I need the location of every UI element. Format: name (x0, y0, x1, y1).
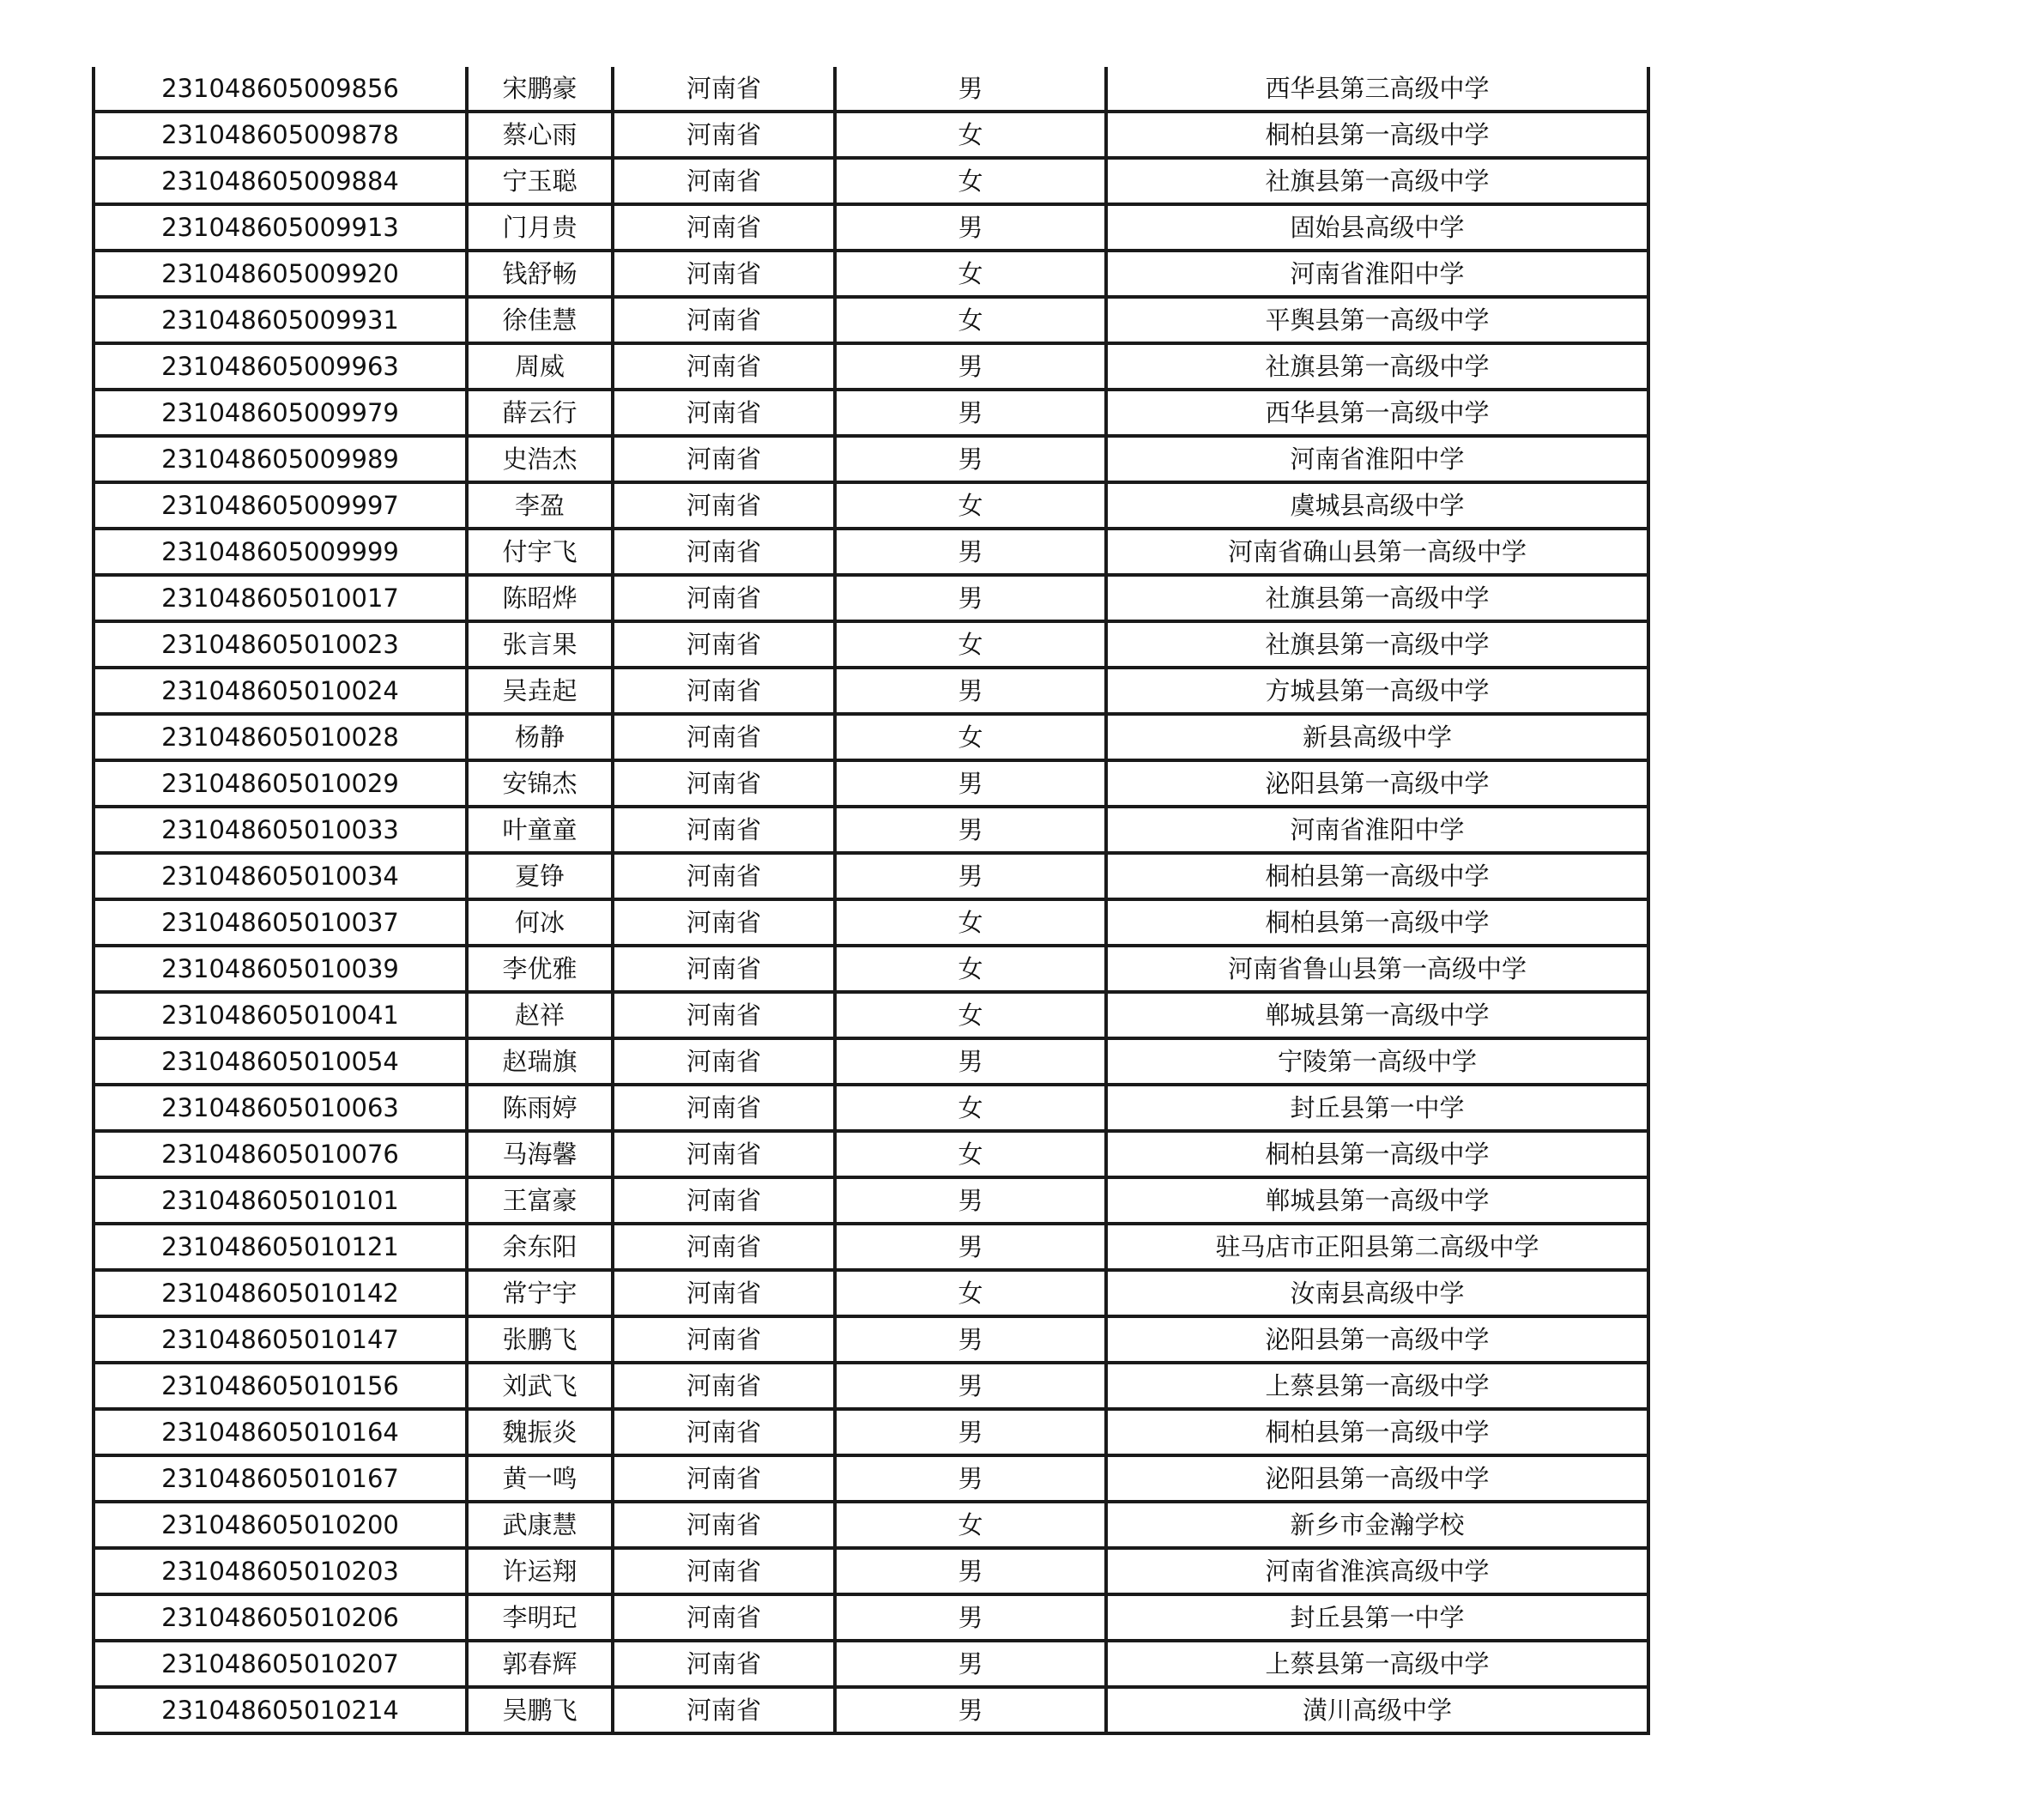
table-row (94, 853, 1648, 899)
student-name-cell: 郭春辉 (467, 1641, 613, 1687)
gender-cell: 男 (835, 436, 1106, 482)
student-id-cell: 231048605010017 (94, 575, 467, 621)
school-cell: 西华县第三高级中学 (1106, 67, 1648, 112)
student-id-cell: 231048605010034 (94, 853, 467, 899)
province-cell: 河南省 (613, 946, 835, 992)
student-name-cell: 夏铮 (467, 853, 613, 899)
gender-cell: 男 (835, 529, 1106, 575)
school-cell: 泌阳县第一高级中学 (1106, 760, 1648, 807)
table-row (94, 1455, 1648, 1502)
province-cell: 河南省 (613, 1316, 835, 1363)
province-cell: 河南省 (613, 1502, 835, 1548)
school-cell: 西华县第一高级中学 (1106, 390, 1648, 436)
gender-cell: 男 (835, 807, 1106, 853)
student-id-cell: 231048605010037 (94, 899, 467, 946)
student-id-cell: 231048605010167 (94, 1455, 467, 1502)
province-cell: 河南省 (613, 482, 835, 529)
student-name-cell: 宁玉聪 (467, 158, 613, 204)
table-row (94, 251, 1648, 297)
table-row (94, 1131, 1648, 1177)
student-name-cell: 付宇飞 (467, 529, 613, 575)
school-cell: 汝南县高级中学 (1106, 1270, 1648, 1316)
student-name-cell: 吴垚起 (467, 668, 613, 714)
gender-cell: 女 (835, 992, 1106, 1038)
gender-cell: 男 (835, 1641, 1106, 1687)
province-cell: 河南省 (613, 343, 835, 390)
gender-cell: 女 (835, 1131, 1106, 1177)
table-row (94, 204, 1648, 251)
province-cell: 河南省 (613, 1131, 835, 1177)
table-row (94, 482, 1648, 529)
student-name-cell: 张鹏飞 (467, 1316, 613, 1363)
student-name-cell: 许运翔 (467, 1548, 613, 1594)
school-cell: 固始县高级中学 (1106, 204, 1648, 251)
student-id-cell: 231048605009920 (94, 251, 467, 297)
school-cell: 泌阳县第一高级中学 (1106, 1455, 1648, 1502)
table-row (94, 1224, 1648, 1270)
table-row (94, 436, 1648, 482)
province-cell: 河南省 (613, 1038, 835, 1085)
student-name-cell: 安锦杰 (467, 760, 613, 807)
province-cell: 河南省 (613, 297, 835, 343)
student-name-cell: 刘武飞 (467, 1363, 613, 1409)
gender-cell: 女 (835, 946, 1106, 992)
province-cell: 河南省 (613, 67, 835, 112)
school-cell: 社旗县第一高级中学 (1106, 158, 1648, 204)
gender-cell: 女 (835, 297, 1106, 343)
province-cell: 河南省 (613, 1177, 835, 1224)
student-name-cell: 余东阳 (467, 1224, 613, 1270)
gender-cell: 男 (835, 1363, 1106, 1409)
table-row (94, 1409, 1648, 1455)
school-cell: 潢川高级中学 (1106, 1687, 1648, 1733)
school-cell: 桐柏县第一高级中学 (1106, 853, 1648, 899)
table-row (94, 1594, 1648, 1641)
gender-cell: 女 (835, 899, 1106, 946)
school-cell: 平舆县第一高级中学 (1106, 297, 1648, 343)
school-cell: 桐柏县第一高级中学 (1106, 899, 1648, 946)
gender-cell: 女 (835, 1085, 1106, 1131)
student-name-cell: 叶童童 (467, 807, 613, 853)
table-row (94, 1363, 1648, 1409)
province-cell: 河南省 (613, 1363, 835, 1409)
gender-cell: 女 (835, 1270, 1106, 1316)
province-cell: 河南省 (613, 992, 835, 1038)
gender-cell: 男 (835, 1548, 1106, 1594)
gender-cell: 男 (835, 1455, 1106, 1502)
student-id-cell: 231048605009997 (94, 482, 467, 529)
student-id-cell: 231048605010101 (94, 1177, 467, 1224)
province-cell: 河南省 (613, 529, 835, 575)
province-cell: 河南省 (613, 668, 835, 714)
student-name-cell: 门月贵 (467, 204, 613, 251)
table-row (94, 1316, 1648, 1363)
student-id-cell: 231048605010029 (94, 760, 467, 807)
gender-cell: 男 (835, 1687, 1106, 1733)
province-cell: 河南省 (613, 1641, 835, 1687)
student-id-cell: 231048605010041 (94, 992, 467, 1038)
table-row (94, 343, 1648, 390)
gender-cell: 男 (835, 668, 1106, 714)
student-id-cell: 231048605010063 (94, 1085, 467, 1131)
gender-cell: 女 (835, 158, 1106, 204)
student-name-cell: 杨静 (467, 714, 613, 760)
student-id-cell: 231048605010039 (94, 946, 467, 992)
province-cell: 河南省 (613, 1270, 835, 1316)
province-cell: 河南省 (613, 1687, 835, 1733)
gender-cell: 女 (835, 621, 1106, 668)
student-name-cell: 吴鹏飞 (467, 1687, 613, 1733)
school-cell: 驻马店市正阳县第二高级中学 (1106, 1224, 1648, 1270)
student-id-cell: 231048605010203 (94, 1548, 467, 1594)
gender-cell: 男 (835, 1409, 1106, 1455)
table-row (94, 297, 1648, 343)
student-name-cell: 周威 (467, 343, 613, 390)
province-cell: 河南省 (613, 760, 835, 807)
school-cell: 封丘县第一中学 (1106, 1594, 1648, 1641)
table-row (94, 1038, 1648, 1085)
table-row (94, 807, 1648, 853)
table-row (94, 529, 1648, 575)
school-cell: 社旗县第一高级中学 (1106, 343, 1648, 390)
table-row (94, 1687, 1648, 1733)
student-id-cell: 231048605009913 (94, 204, 467, 251)
student-id-cell: 231048605009979 (94, 390, 467, 436)
province-cell: 河南省 (613, 1224, 835, 1270)
province-cell: 河南省 (613, 112, 835, 158)
student-name-cell: 黄一鸣 (467, 1455, 613, 1502)
student-id-cell: 231048605010207 (94, 1641, 467, 1687)
school-cell: 社旗县第一高级中学 (1106, 575, 1648, 621)
table-row (94, 112, 1648, 158)
table-row (94, 899, 1648, 946)
table-row (94, 1177, 1648, 1224)
table-row (94, 1085, 1648, 1131)
gender-cell: 女 (835, 251, 1106, 297)
student-name-cell: 李优雅 (467, 946, 613, 992)
table-row (94, 992, 1648, 1038)
province-cell: 河南省 (613, 251, 835, 297)
gender-cell: 男 (835, 853, 1106, 899)
province-cell: 河南省 (613, 853, 835, 899)
student-name-cell: 赵瑞旗 (467, 1038, 613, 1085)
table-row (94, 1270, 1648, 1316)
student-id-cell: 231048605010200 (94, 1502, 467, 1548)
gender-cell: 男 (835, 1594, 1106, 1641)
table-row (94, 1548, 1648, 1594)
student-name-cell: 张言果 (467, 621, 613, 668)
student-id-cell: 231048605010121 (94, 1224, 467, 1270)
province-cell: 河南省 (613, 204, 835, 251)
student-id-cell: 231048605010076 (94, 1131, 467, 1177)
school-cell: 上蔡县第一高级中学 (1106, 1641, 1648, 1687)
gender-cell: 男 (835, 1038, 1106, 1085)
table-row (94, 575, 1648, 621)
student-id-cell: 231048605010142 (94, 1270, 467, 1316)
school-cell: 郸城县第一高级中学 (1106, 992, 1648, 1038)
school-cell: 社旗县第一高级中学 (1106, 621, 1648, 668)
province-cell: 河南省 (613, 390, 835, 436)
school-cell: 桐柏县第一高级中学 (1106, 1409, 1648, 1455)
student-name-cell: 李盈 (467, 482, 613, 529)
student-name-cell: 薛云行 (467, 390, 613, 436)
student-id-cell: 231048605009856 (94, 67, 467, 112)
student-name-cell: 赵祥 (467, 992, 613, 1038)
student-id-cell: 231048605009878 (94, 112, 467, 158)
student-name-cell: 魏振炎 (467, 1409, 613, 1455)
province-cell: 河南省 (613, 1409, 835, 1455)
student-id-cell: 231048605010164 (94, 1409, 467, 1455)
gender-cell: 男 (835, 390, 1106, 436)
school-cell: 宁陵第一高级中学 (1106, 1038, 1648, 1085)
school-cell: 上蔡县第一高级中学 (1106, 1363, 1648, 1409)
student-name-cell: 宋鹏豪 (467, 67, 613, 112)
student-id-cell: 231048605010156 (94, 1363, 467, 1409)
student-id-cell: 231048605010024 (94, 668, 467, 714)
province-cell: 河南省 (613, 1594, 835, 1641)
school-cell: 新乡市金瀚学校 (1106, 1502, 1648, 1548)
student-id-cell: 231048605010214 (94, 1687, 467, 1733)
province-cell: 河南省 (613, 899, 835, 946)
province-cell: 河南省 (613, 714, 835, 760)
school-cell: 方城县第一高级中学 (1106, 668, 1648, 714)
student-id-cell: 231048605009884 (94, 158, 467, 204)
gender-cell: 男 (835, 343, 1106, 390)
table-row (94, 946, 1648, 992)
student-name-cell: 徐佳慧 (467, 297, 613, 343)
student-roster-table (92, 67, 1650, 1735)
school-cell: 桐柏县第一高级中学 (1106, 112, 1648, 158)
student-name-cell: 钱舒畅 (467, 251, 613, 297)
gender-cell: 男 (835, 67, 1106, 112)
province-cell: 河南省 (613, 1548, 835, 1594)
table-row (94, 158, 1648, 204)
student-name-cell: 武康慧 (467, 1502, 613, 1548)
gender-cell: 男 (835, 575, 1106, 621)
table-row (94, 67, 1648, 112)
school-cell: 河南省确山县第一高级中学 (1106, 529, 1648, 575)
province-cell: 河南省 (613, 575, 835, 621)
student-name-cell: 蔡心雨 (467, 112, 613, 158)
gender-cell: 女 (835, 112, 1106, 158)
gender-cell: 男 (835, 1224, 1106, 1270)
student-name-cell: 史浩杰 (467, 436, 613, 482)
school-cell: 河南省鲁山县第一高级中学 (1106, 946, 1648, 992)
student-id-cell: 231048605009931 (94, 297, 467, 343)
school-cell: 河南省淮阳中学 (1106, 251, 1648, 297)
province-cell: 河南省 (613, 621, 835, 668)
province-cell: 河南省 (613, 1085, 835, 1131)
table-row (94, 760, 1648, 807)
student-name-cell: 马海馨 (467, 1131, 613, 1177)
roster-body (94, 67, 1648, 1733)
table-row (94, 1502, 1648, 1548)
school-cell: 泌阳县第一高级中学 (1106, 1316, 1648, 1363)
gender-cell: 男 (835, 760, 1106, 807)
table-row (94, 714, 1648, 760)
province-cell: 河南省 (613, 807, 835, 853)
student-name-cell: 陈昭烨 (467, 575, 613, 621)
student-id-cell: 231048605009963 (94, 343, 467, 390)
table-row (94, 621, 1648, 668)
gender-cell: 男 (835, 204, 1106, 251)
student-name-cell: 陈雨婷 (467, 1085, 613, 1131)
province-cell: 河南省 (613, 158, 835, 204)
school-cell: 虞城县高级中学 (1106, 482, 1648, 529)
province-cell: 河南省 (613, 436, 835, 482)
student-id-cell: 231048605010147 (94, 1316, 467, 1363)
student-name-cell: 常宁宇 (467, 1270, 613, 1316)
table-row (94, 668, 1648, 714)
student-id-cell: 231048605009989 (94, 436, 467, 482)
table-row (94, 390, 1648, 436)
school-cell: 新县高级中学 (1106, 714, 1648, 760)
student-name-cell: 李明玘 (467, 1594, 613, 1641)
school-cell: 郸城县第一高级中学 (1106, 1177, 1648, 1224)
student-id-cell: 231048605010028 (94, 714, 467, 760)
gender-cell: 女 (835, 714, 1106, 760)
student-name-cell: 何冰 (467, 899, 613, 946)
student-id-cell: 231048605009999 (94, 529, 467, 575)
student-id-cell: 231048605010033 (94, 807, 467, 853)
gender-cell: 男 (835, 1316, 1106, 1363)
school-cell: 桐柏县第一高级中学 (1106, 1131, 1648, 1177)
school-cell: 河南省淮滨高级中学 (1106, 1548, 1648, 1594)
student-id-cell: 231048605010206 (94, 1594, 467, 1641)
student-id-cell: 231048605010023 (94, 621, 467, 668)
school-cell: 封丘县第一中学 (1106, 1085, 1648, 1131)
student-id-cell: 231048605010054 (94, 1038, 467, 1085)
province-cell: 河南省 (613, 1455, 835, 1502)
gender-cell: 女 (835, 482, 1106, 529)
table-row (94, 1641, 1648, 1687)
student-name-cell: 王富豪 (467, 1177, 613, 1224)
gender-cell: 女 (835, 1502, 1106, 1548)
school-cell: 河南省淮阳中学 (1106, 807, 1648, 853)
school-cell: 河南省淮阳中学 (1106, 436, 1648, 482)
gender-cell: 男 (835, 1177, 1106, 1224)
